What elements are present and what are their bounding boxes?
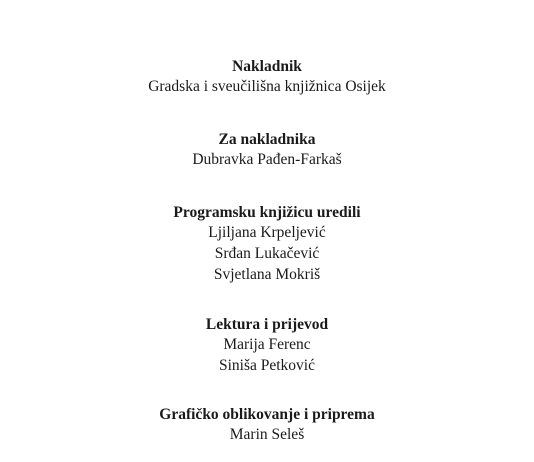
section-line: Marija Ferenc xyxy=(223,336,311,353)
section-line: Marin Seleš xyxy=(229,426,305,443)
section-line: Siniša Petković xyxy=(218,357,315,374)
section-line: Srđan Lukačević xyxy=(214,245,320,262)
section-line: Gradska i sveučilišna knjižnica Osijek xyxy=(148,78,386,95)
section-heading: Grafičko oblikovanje i priprema xyxy=(159,406,375,423)
section-line: Ljiljana Krpeljević xyxy=(208,224,326,241)
editors-section xyxy=(0,203,534,285)
for-publisher-section xyxy=(0,130,534,170)
section-line: Svjetlana Mokriš xyxy=(213,266,321,283)
section-line: Dubravka Pađen-Farkaš xyxy=(192,151,342,168)
section-heading: Programsku knjižicu uredili xyxy=(173,204,361,221)
section-heading: Nakladnik xyxy=(232,58,302,75)
design-section xyxy=(0,405,534,445)
publisher-section xyxy=(0,57,534,97)
section-heading: Za nakladnika xyxy=(218,131,316,148)
section-heading: Lektura i prijevod xyxy=(205,316,329,333)
proofreading-section xyxy=(0,315,534,376)
